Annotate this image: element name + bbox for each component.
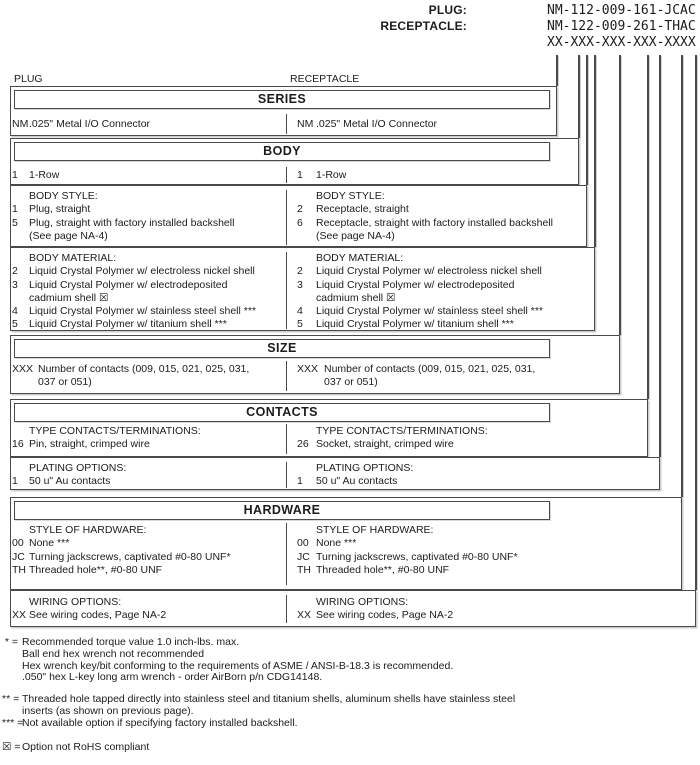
- option-row: [296, 438, 596, 451]
- option-code: [296, 462, 316, 475]
- option-desc: Number of contacts (009, 015, 021, 025, 031,: [38, 363, 250, 375]
- body-material-box: [10, 247, 595, 331]
- option-code: 1: [297, 169, 303, 181]
- option-desc: Receptacle, straight: [316, 203, 409, 216]
- option-code: 4: [297, 305, 303, 318]
- subsection-title: STYLE OF HARDWARE:: [29, 524, 147, 536]
- option-code: XX: [297, 609, 312, 622]
- option-desc: .025" Metal I/O Connector: [316, 118, 438, 130]
- option-row: [12, 292, 285, 305]
- option-row: [12, 564, 285, 577]
- footnotes: [2, 637, 515, 753]
- option-desc: Threaded hole**, #0-80 UNF: [29, 563, 163, 576]
- option-row: [296, 609, 596, 622]
- body-style-right-column: [296, 190, 596, 243]
- option-desc: 1-Row: [316, 169, 347, 181]
- option-row: [12, 376, 285, 389]
- option-code: [296, 230, 316, 243]
- plug-column-label: PLUG: [14, 73, 43, 85]
- contacts-type-right-column: [296, 425, 596, 452]
- option-desc: Liquid Crystal Polymer w/ stainless steel shell ***: [316, 305, 544, 318]
- plating-left-column: [12, 462, 285, 489]
- option-desc: Liquid Crystal Polymer w/ titanium shell ***: [316, 318, 514, 331]
- option-row: [296, 475, 596, 488]
- footnote-text: Hex wrench key/bit conforming to the requirements of ASME / ANSI-B-18.3 is recommended.: [22, 659, 454, 672]
- footnote-text: Threaded hole tapped directly into stainless steel and titanium shells, aluminum shells have stainless steel: [22, 693, 516, 706]
- option-row: [12, 537, 285, 550]
- option-desc: Plug, straight: [29, 203, 91, 216]
- size-right-column: [296, 363, 596, 390]
- body-material-left-column: [12, 252, 285, 332]
- option-row: [296, 292, 596, 305]
- mask-pn-value: XX-XXX-XXX-XXX-XXXX: [547, 35, 696, 50]
- option-row: [296, 305, 596, 318]
- contacts-type-left-column: [12, 425, 285, 452]
- series-right-column: [296, 118, 596, 131]
- leader-line-contacts-type: [647, 55, 649, 399]
- footnote-text: Option not RoHS compliant: [22, 740, 150, 753]
- option-code: XXX: [12, 363, 34, 375]
- subsection-title: TYPE CONTACTS/TERMINATIONS:: [29, 425, 201, 437]
- hardware-style-left-column: [12, 524, 285, 577]
- body-header: BODY: [14, 142, 550, 161]
- option-desc: None ***: [316, 537, 357, 550]
- footnote-text: .050" hex L-key long arm wrench - order AirBorn p/n CDG14148.: [22, 671, 323, 684]
- column-divider: [286, 167, 287, 183]
- mask-part-number-row: [0, 35, 700, 50]
- option-code: [12, 230, 29, 243]
- subsection-title: WIRING OPTIONS:: [29, 596, 122, 608]
- series-left-column: [12, 118, 285, 131]
- option-code: 00: [297, 537, 309, 550]
- leader-line-plating: [659, 55, 661, 457]
- wiring-right-column: [296, 596, 596, 623]
- series-section-box: [10, 86, 557, 136]
- plug-pn-label: PLUG:: [428, 3, 467, 17]
- option-code: 5: [12, 216, 18, 229]
- option-desc: Turning jackscrews, captivated #0-80 UNF*: [316, 550, 518, 563]
- leader-line-size: [619, 55, 621, 335]
- option-row: [12, 305, 285, 318]
- option-desc: (See page NA-4): [29, 229, 108, 242]
- column-divider: [286, 424, 287, 454]
- column-divider: [286, 252, 287, 329]
- leader-line-hardware-style: [681, 55, 683, 497]
- option-code: [296, 425, 316, 438]
- size-section-box: [10, 335, 620, 394]
- footnote-marker: ** =: [2, 693, 20, 706]
- option-row: [296, 169, 596, 182]
- option-row: [296, 376, 596, 389]
- leader-line-series: [556, 55, 558, 86]
- option-code: 26: [297, 438, 309, 451]
- series-header: SERIES: [14, 90, 550, 109]
- body-row-right-column: [296, 169, 596, 182]
- footnote-text: Not available option if specifying factory installed backshell.: [22, 716, 298, 729]
- column-divider: [286, 190, 287, 245]
- subsection-title: STYLE OF HARDWARE:: [316, 524, 434, 536]
- wiring-left-column: [12, 596, 285, 623]
- receptacle-pn-label: RECEPTACLE:: [380, 19, 467, 33]
- footnote-text: inserts (as shown on previous page).: [22, 704, 194, 717]
- subsection-title: BODY STYLE:: [29, 190, 98, 202]
- option-row: [12, 318, 285, 331]
- option-code: [296, 252, 316, 265]
- option-code: 4: [12, 305, 18, 318]
- plug-pn-value: NM-112-009-161-JCAC: [547, 3, 696, 18]
- footnote-marker: * =: [4, 636, 18, 648]
- footnote-line: [2, 649, 515, 661]
- option-code: TH: [12, 563, 26, 576]
- column-divider: [286, 595, 287, 623]
- contacts-header: CONTACTS: [14, 403, 550, 422]
- option-row: [12, 475, 285, 488]
- footnote-line: [2, 672, 515, 684]
- subsection-title: BODY STYLE:: [316, 190, 385, 202]
- option-desc: Liquid Crystal Polymer w/ titanium shell ***: [29, 318, 227, 331]
- option-desc: Turning jackscrews, captivated #0-80 UNF*: [29, 550, 231, 563]
- option-code: 2: [297, 265, 303, 278]
- footnote-line: [2, 718, 515, 730]
- option-code: [12, 425, 29, 438]
- option-code: [12, 292, 29, 305]
- option-desc: 1-Row: [29, 169, 60, 181]
- option-code: 1: [297, 475, 303, 488]
- wiring-box: [10, 590, 696, 627]
- plating-box: [10, 457, 660, 490]
- option-row: [12, 230, 285, 243]
- option-code: [296, 376, 324, 389]
- option-code: [12, 596, 29, 609]
- option-desc: Liquid Crystal Polymer w/ electrodeposited: [316, 278, 515, 291]
- subsection-title: BODY MATERIAL:: [316, 252, 404, 264]
- option-code: [12, 252, 29, 265]
- option-code: 1: [12, 203, 18, 216]
- option-row: [12, 438, 285, 451]
- body-row-left-column: [12, 169, 285, 182]
- option-row: [12, 169, 285, 182]
- hardware-header: HARDWARE: [14, 501, 550, 520]
- option-desc: Plug, straight with factory installed backshell: [29, 216, 235, 229]
- footnote-text: Recommended torque value 1.0 inch-lbs. max.: [22, 636, 240, 648]
- option-code: [12, 376, 38, 389]
- option-row: [12, 551, 285, 564]
- footnote-marker: *** =: [2, 716, 24, 729]
- option-row: [12, 118, 285, 131]
- option-row: [296, 217, 596, 230]
- option-row: [296, 537, 596, 550]
- option-code: [296, 596, 316, 609]
- option-desc: None ***: [29, 537, 70, 550]
- hardware-style-right-column: [296, 524, 596, 577]
- hardware-section-box: [10, 497, 682, 590]
- option-desc: cadmium shell ☒: [316, 291, 396, 304]
- option-row: [296, 279, 596, 292]
- option-code: 5: [297, 318, 303, 331]
- contacts-section-box: [10, 399, 648, 457]
- option-desc: Liquid Crystal Polymer w/ electroless nickel shell: [29, 265, 255, 278]
- subsection-title: TYPE CONTACTS/TERMINATIONS:: [316, 425, 488, 437]
- option-code: [296, 292, 316, 305]
- option-code: [12, 190, 29, 203]
- subsection-title: PLATING OPTIONS:: [29, 462, 127, 474]
- option-code: [12, 524, 29, 537]
- option-desc: Number of contacts (009, 015, 021, 025, 031,: [324, 363, 536, 375]
- option-desc: Threaded hole**, #0-80 UNF: [316, 563, 450, 576]
- option-code: [296, 524, 316, 537]
- receptacle-column-label: RECEPTACLE: [290, 73, 360, 85]
- option-desc: See wiring codes, Page NA-2: [316, 609, 454, 622]
- column-divider: [286, 523, 287, 585]
- option-code: JC: [297, 550, 310, 563]
- body-material-right-column: [296, 252, 596, 332]
- option-code: 3: [297, 278, 303, 291]
- option-row: [296, 230, 596, 243]
- option-row: [296, 318, 596, 331]
- option-row: [296, 551, 596, 564]
- option-desc: Liquid Crystal Polymer w/ electrodeposited: [29, 278, 228, 291]
- column-divider: [286, 462, 287, 488]
- option-code: 00: [12, 537, 24, 550]
- receptacle-pn-value: NM-122-009-261-THAC: [547, 19, 696, 34]
- option-desc: cadmium shell ☒: [29, 291, 109, 304]
- option-desc: Socket, straight, crimped wire: [316, 438, 454, 451]
- option-code: 1: [12, 475, 18, 488]
- option-code: 1: [12, 169, 18, 181]
- option-code: JC: [12, 550, 25, 563]
- size-header: SIZE: [14, 339, 550, 358]
- option-row: [296, 363, 596, 376]
- option-code: 2: [12, 265, 18, 278]
- option-code: NM: [297, 118, 314, 130]
- option-code: XX: [12, 609, 27, 622]
- option-desc: 037 or 051): [38, 376, 92, 389]
- option-code: 2: [297, 203, 303, 216]
- footnote-line: [2, 706, 515, 718]
- option-code: [296, 190, 316, 203]
- option-row: [12, 363, 285, 376]
- option-code: 6: [297, 216, 303, 229]
- receptacle-part-number-row: [0, 19, 700, 34]
- column-divider: [286, 361, 287, 391]
- footnote-line-rohs: [2, 742, 515, 754]
- option-row: [12, 265, 285, 278]
- plating-right-column: [296, 462, 596, 489]
- option-row: [296, 118, 596, 131]
- option-desc: See wiring codes, Page NA-2: [29, 609, 167, 622]
- option-row: [12, 609, 285, 622]
- leader-line-wiring: [695, 55, 697, 590]
- option-code: 3: [12, 278, 18, 291]
- option-code: 16: [12, 438, 24, 451]
- option-row: [296, 203, 596, 216]
- footnote-text: Ball end hex wrench not recommended: [22, 647, 205, 660]
- option-desc: Receptacle, straight with factory installed backshell: [316, 216, 553, 229]
- option-desc: (See page NA-4): [316, 229, 395, 242]
- subsection-title: PLATING OPTIONS:: [316, 462, 414, 474]
- option-row: [12, 279, 285, 292]
- option-code: XXX: [297, 363, 319, 375]
- subsection-title: WIRING OPTIONS:: [316, 596, 409, 608]
- option-code: NM: [12, 118, 29, 130]
- plug-part-number-row: [0, 3, 700, 18]
- body-style-left-column: [12, 190, 285, 243]
- body-style-box: [10, 185, 587, 247]
- option-desc: Liquid Crystal Polymer w/ stainless steel shell ***: [29, 305, 257, 318]
- option-desc: Pin, straight, crimped wire: [29, 438, 150, 451]
- size-left-column: [12, 363, 285, 390]
- option-desc: 50 u" Au contacts: [316, 475, 398, 488]
- body-section-box: [10, 138, 579, 185]
- subsection-title: BODY MATERIAL:: [29, 252, 117, 264]
- column-divider: [286, 114, 287, 134]
- option-row: [296, 564, 596, 577]
- option-row: [12, 203, 285, 216]
- option-code: TH: [297, 563, 311, 576]
- option-code: 5: [12, 318, 18, 331]
- option-desc: 50 u" Au contacts: [29, 475, 111, 488]
- rohs-box-x-icon: ☒ =: [2, 740, 21, 753]
- option-code: [12, 462, 29, 475]
- option-desc: Liquid Crystal Polymer w/ electroless nickel shell: [316, 265, 542, 278]
- option-row: [12, 217, 285, 230]
- option-desc: .025" Metal I/O Connector: [29, 118, 151, 130]
- option-desc: 037 or 051): [324, 376, 378, 389]
- option-row: [296, 265, 596, 278]
